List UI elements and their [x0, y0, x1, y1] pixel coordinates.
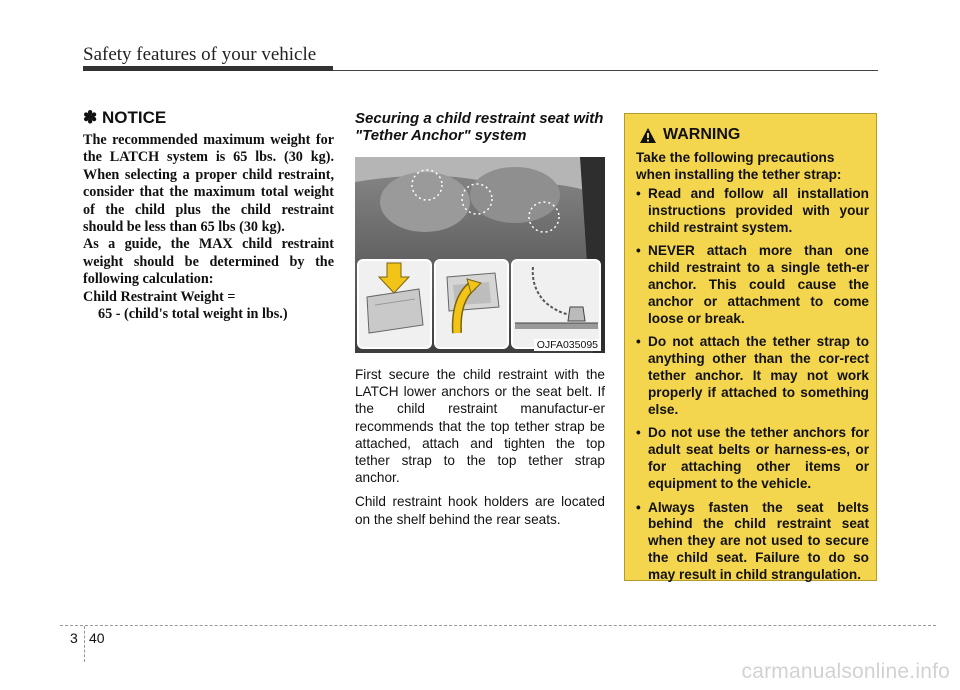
warning-list	[636, 186, 869, 591]
tether-anchor-illustration	[355, 157, 605, 353]
warning-item: • NEVER attach more than one child restraint to a single teth-er anchor. This could cause the anchor or attachment to come loose or break.	[636, 243, 869, 327]
warning-intro: Take the following precautions when installing the tether strap:	[636, 150, 842, 182]
notice-paragraph: As a guide, the MAX child restraint weight should be determined by the following calculation:	[83, 236, 334, 288]
warning-item: • Always fasten the seat belts behind the child restraint seat when they are not used to secure the child seat. Failure to do so may result in child strangulation.	[636, 500, 869, 584]
warning-item: • Do not use the tether anchors for adult seat belts or harness-es, or for attaching other items or equipment to the vehicle.	[636, 425, 869, 492]
page-chapter: 3	[70, 630, 78, 646]
warning-item: • Read and follow all installation instructions provided with your child restraint system.	[636, 186, 869, 236]
tether-anchor-figure	[355, 157, 605, 353]
notice-section	[83, 108, 334, 323]
footer-divider	[84, 626, 85, 662]
page-header-title: Safety features of your vehicle	[83, 44, 317, 65]
notice-formula-label: Child Restraint Weight =	[83, 288, 236, 305]
warning-triangle-icon	[639, 127, 657, 144]
section-paragraph: Child restraint hook holders are located on the shelf behind the rear seats.	[355, 494, 605, 527]
section-title: Securing a child restraint seat with "Tether Anchor" system	[355, 110, 604, 144]
notice-body	[83, 132, 334, 323]
figure-code: OJFA035095	[534, 339, 601, 351]
page-number: 40	[89, 630, 105, 646]
notice-paragraph: The recommended maximum weight for the LATCH system is 65 lbs. (30 kg). When selecting a proper child restraint, consider that the maximum total weight of the child plus the child restraint should be less than 65 lbs (30 kg).	[83, 132, 334, 236]
notice-formula: 65 - (child's total weight in lbs.)	[98, 306, 288, 323]
tether-section	[355, 110, 605, 527]
warning-item: • Do not attach the tether strap to anything other than the cor-rect tether anchor. It may not work properly if attached to something else.	[636, 334, 869, 418]
section-paragraph: First secure the child restraint with the LATCH lower anchors or the seat belt. If the child restraint manufactur-er recommends that the top tether strap be attached, attach and tighten the top tether strap to the top tether strap anchor.	[355, 367, 605, 486]
header-rule-thin	[333, 70, 878, 71]
warning-header	[639, 124, 740, 146]
warning-box	[624, 113, 877, 581]
watermark: carmanualsonline.info	[741, 660, 950, 683]
header-rule-thick	[83, 66, 333, 71]
warning-title: WARNING	[663, 126, 741, 143]
section-body	[355, 366, 605, 535]
footer-rule	[60, 625, 936, 626]
notice-title: ✽ NOTICE	[83, 108, 167, 127]
